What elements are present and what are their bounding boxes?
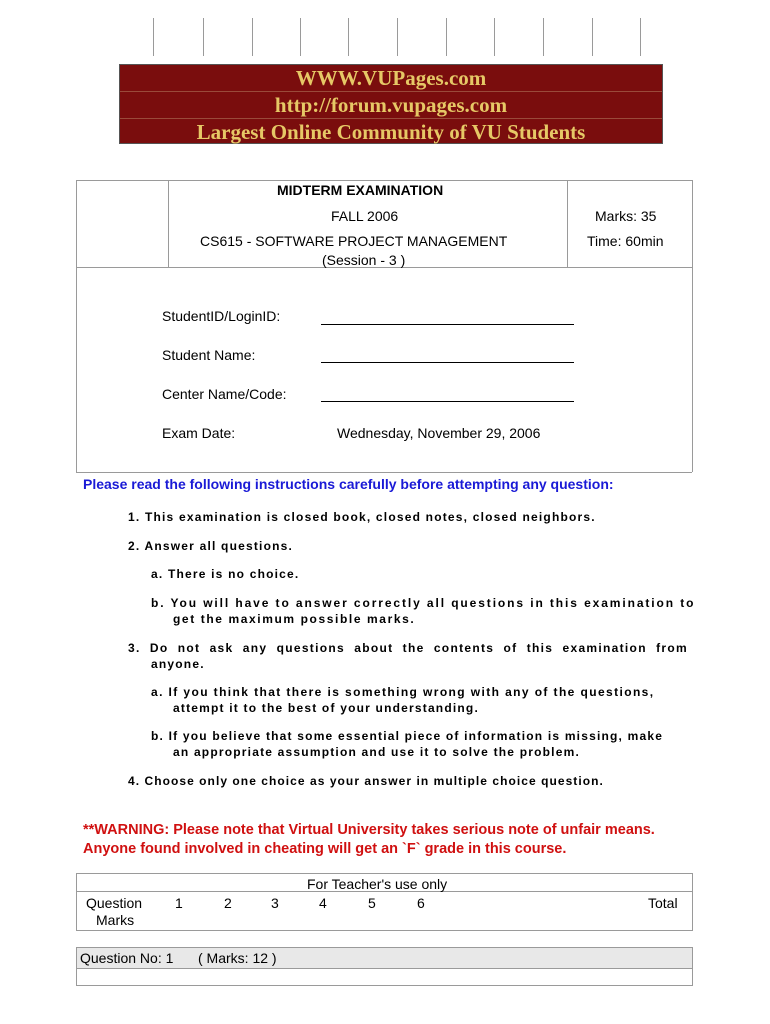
session-label: (Session - 3 )	[322, 252, 406, 268]
instruction-3a-line1: a. If you think that there is something wrong with any of the questions,	[151, 685, 655, 699]
instruction-2: 2. Answer all questions.	[128, 539, 294, 553]
exam-date-value: Wednesday, November 29, 2006	[337, 425, 541, 441]
question-row-label: Question	[86, 895, 143, 911]
course-title: CS615 - SOFTWARE PROJECT MANAGEMENT	[200, 233, 508, 249]
instructions-heading: Please read the following instructions carefully before attempting any question:	[83, 476, 614, 492]
col-divider	[446, 18, 447, 56]
banner-forum-url[interactable]: http://forum.vupages.com	[120, 92, 662, 119]
question-col-1: 1	[175, 895, 183, 911]
question-col-6: 6	[417, 895, 425, 911]
instruction-1: 1. This examination is closed book, closed notes, closed neighbors.	[128, 510, 596, 524]
question-number: Question No: 1	[80, 950, 174, 966]
col-divider	[300, 18, 301, 56]
instruction-2b-line2: get the maximum possible marks.	[173, 612, 416, 626]
col-divider	[203, 18, 204, 56]
student-id-field[interactable]	[321, 324, 574, 325]
col-divider	[252, 18, 253, 56]
question-col-2: 2	[224, 895, 232, 911]
instruction-3a-line2: attempt it to the best of your understanding.	[173, 701, 479, 715]
center-label: Center Name/Code:	[162, 386, 287, 402]
student-name-label: Student Name:	[162, 347, 256, 363]
site-banner	[119, 64, 663, 144]
center-field[interactable]	[321, 401, 574, 402]
col-divider	[640, 18, 641, 56]
student-id-label: StudentID/LoginID:	[162, 308, 281, 324]
teacher-use-caption: For Teacher's use only	[307, 876, 448, 892]
exam-type: MIDTERM EXAMINATION	[277, 182, 444, 198]
left-border	[76, 267, 77, 472]
warning-line2: Anyone found involved in cheating will get an `F` grade in this course.	[83, 841, 567, 857]
col-divider	[348, 18, 349, 56]
right-border	[692, 267, 693, 472]
marks-row-label: Marks	[96, 912, 135, 928]
banner-url[interactable]: WWW.VUPages.com	[120, 65, 662, 92]
header-logo-cell	[77, 181, 169, 267]
question-marks: ( Marks: 12 )	[198, 950, 277, 966]
question-col-3: 3	[271, 895, 279, 911]
time-label: Time: 60min	[587, 233, 664, 249]
instruction-3b-line2: an appropriate assumption and use it to solve the problem.	[173, 745, 580, 759]
col-divider	[543, 18, 544, 56]
student-name-field[interactable]	[321, 362, 574, 363]
exam-term: FALL 2006	[331, 208, 399, 224]
col-divider	[153, 18, 154, 56]
exam-date-label: Exam Date:	[162, 425, 236, 441]
warning-line1: **WARNING: Please note that Virtual University takes serious note of unfair means.	[83, 822, 655, 838]
section-divider	[76, 472, 692, 473]
instruction-3-line1: 3. Do not ask any questions about the contents of this examination from	[128, 641, 688, 655]
instruction-4: 4. Choose only one choice as your answer in multiple choice question.	[128, 774, 604, 788]
instruction-2a: a. There is no choice.	[151, 567, 300, 581]
total-col: Total	[648, 895, 678, 911]
question-col-4: 4	[319, 895, 327, 911]
instruction-3b-line1: b. If you believe that some essential piece of information is missing, make	[151, 729, 664, 743]
col-divider	[592, 18, 593, 56]
col-divider	[494, 18, 495, 56]
question-col-5: 5	[368, 895, 376, 911]
instruction-3-line2: anyone.	[151, 657, 205, 671]
marks-label: Marks: 35	[595, 208, 657, 224]
col-divider	[397, 18, 398, 56]
instruction-2b-line1: b. You will have to answer correctly all questions in this examination to	[151, 596, 696, 610]
header-divider	[567, 181, 568, 267]
banner-tagline: Largest Online Community of VU Students	[196, 120, 586, 144]
